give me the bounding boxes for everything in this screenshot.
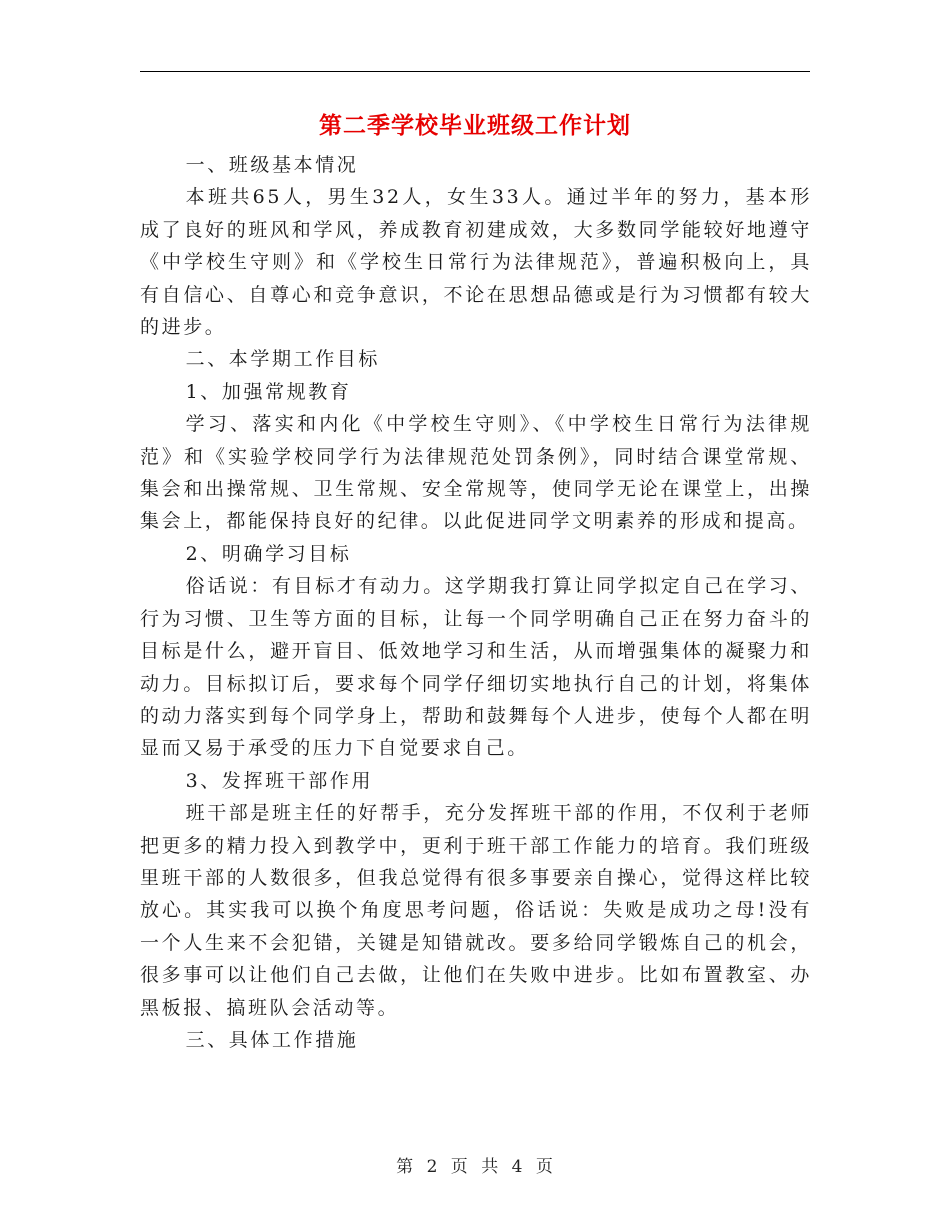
page-number: 第 2 页 共 4 页 — [396, 1157, 554, 1177]
paragraph-learning-goals: 俗话说：有目标才有动力。这学期我打算让同学拟定自己在学习、行为习惯、卫生等方面的目标，让每一个同学明确自己正在努力奋斗的目标是什么，避开盲目、低效地学习和生活，从而增强集体的凝聚力和动力。目标拟订后，要求每个同学仔细切实地执行自己的计划，将集体的动力落实到每个同学身上，帮助和鼓舞每个人进步，使每个人都在明显而又易于承受的压力下自觉要求自己。 — [140, 575, 812, 760]
header-rule — [140, 71, 810, 72]
paragraph-class-cadres: 班干部是班主任的好帮手，充分发挥班干部的作用，不仅利于老师把更多的精力投入到教学中，更利于班干部工作能力的培育。我们班级里班干部的人数很多，但我总觉得有很多事要亲自操心，觉得这样比较放心。其实我可以换个角度思考问题，俗话说：失败是成功之母!没有一个人生来不会犯错，关键是知错就改。要多给同学锻炼自己的机会，很多事可以让他们自己去做，让他们在失败中进步。比如布置教室、办黑板报、搞班队会活动等。 — [140, 802, 812, 1019]
subheading-routine-education: 1、加强常规教育 — [185, 380, 352, 403]
section-heading-goals: 二、本学期工作目标 — [185, 348, 380, 371]
document-body — [140, 149, 812, 1056]
section-heading-measures: 三、具体工作措施 — [185, 1028, 359, 1051]
subheading-learning-goals: 2、明确学习目标 — [185, 542, 352, 565]
section-heading-basic-info: 一、班级基本情况 — [185, 154, 359, 176]
paragraph-routine-education: 学习、落实和内化《中学校生守则》、《中学校生日常行为法律规范》和《实验学校同学行为法律规范处罚条例》，同时结合课堂常规、集会和出操常规、卫生常规、安全常规等，使同学无论在课堂上，出操集会上，都能保持良好的纪律。以此促进同学文明素养的形成和提高。 — [140, 413, 812, 533]
subheading-class-cadres: 3、发挥班干部作用 — [185, 769, 374, 792]
document-title: 第二季学校毕业班级工作计划 — [319, 112, 631, 139]
paragraph-basic-info: 本班共65人，男生32人，女生33人。通过半年的努力，基本形成了良好的班风和学风，养成教育初建成效，大多数同学能较好地遵守《中学校生守则》和《学校生日常行为法律规范》，普遍积极向上，具有自信心、自尊心和竞争意识，不论在思想品德或是行为习惯都有较大的进步。 — [140, 186, 812, 339]
